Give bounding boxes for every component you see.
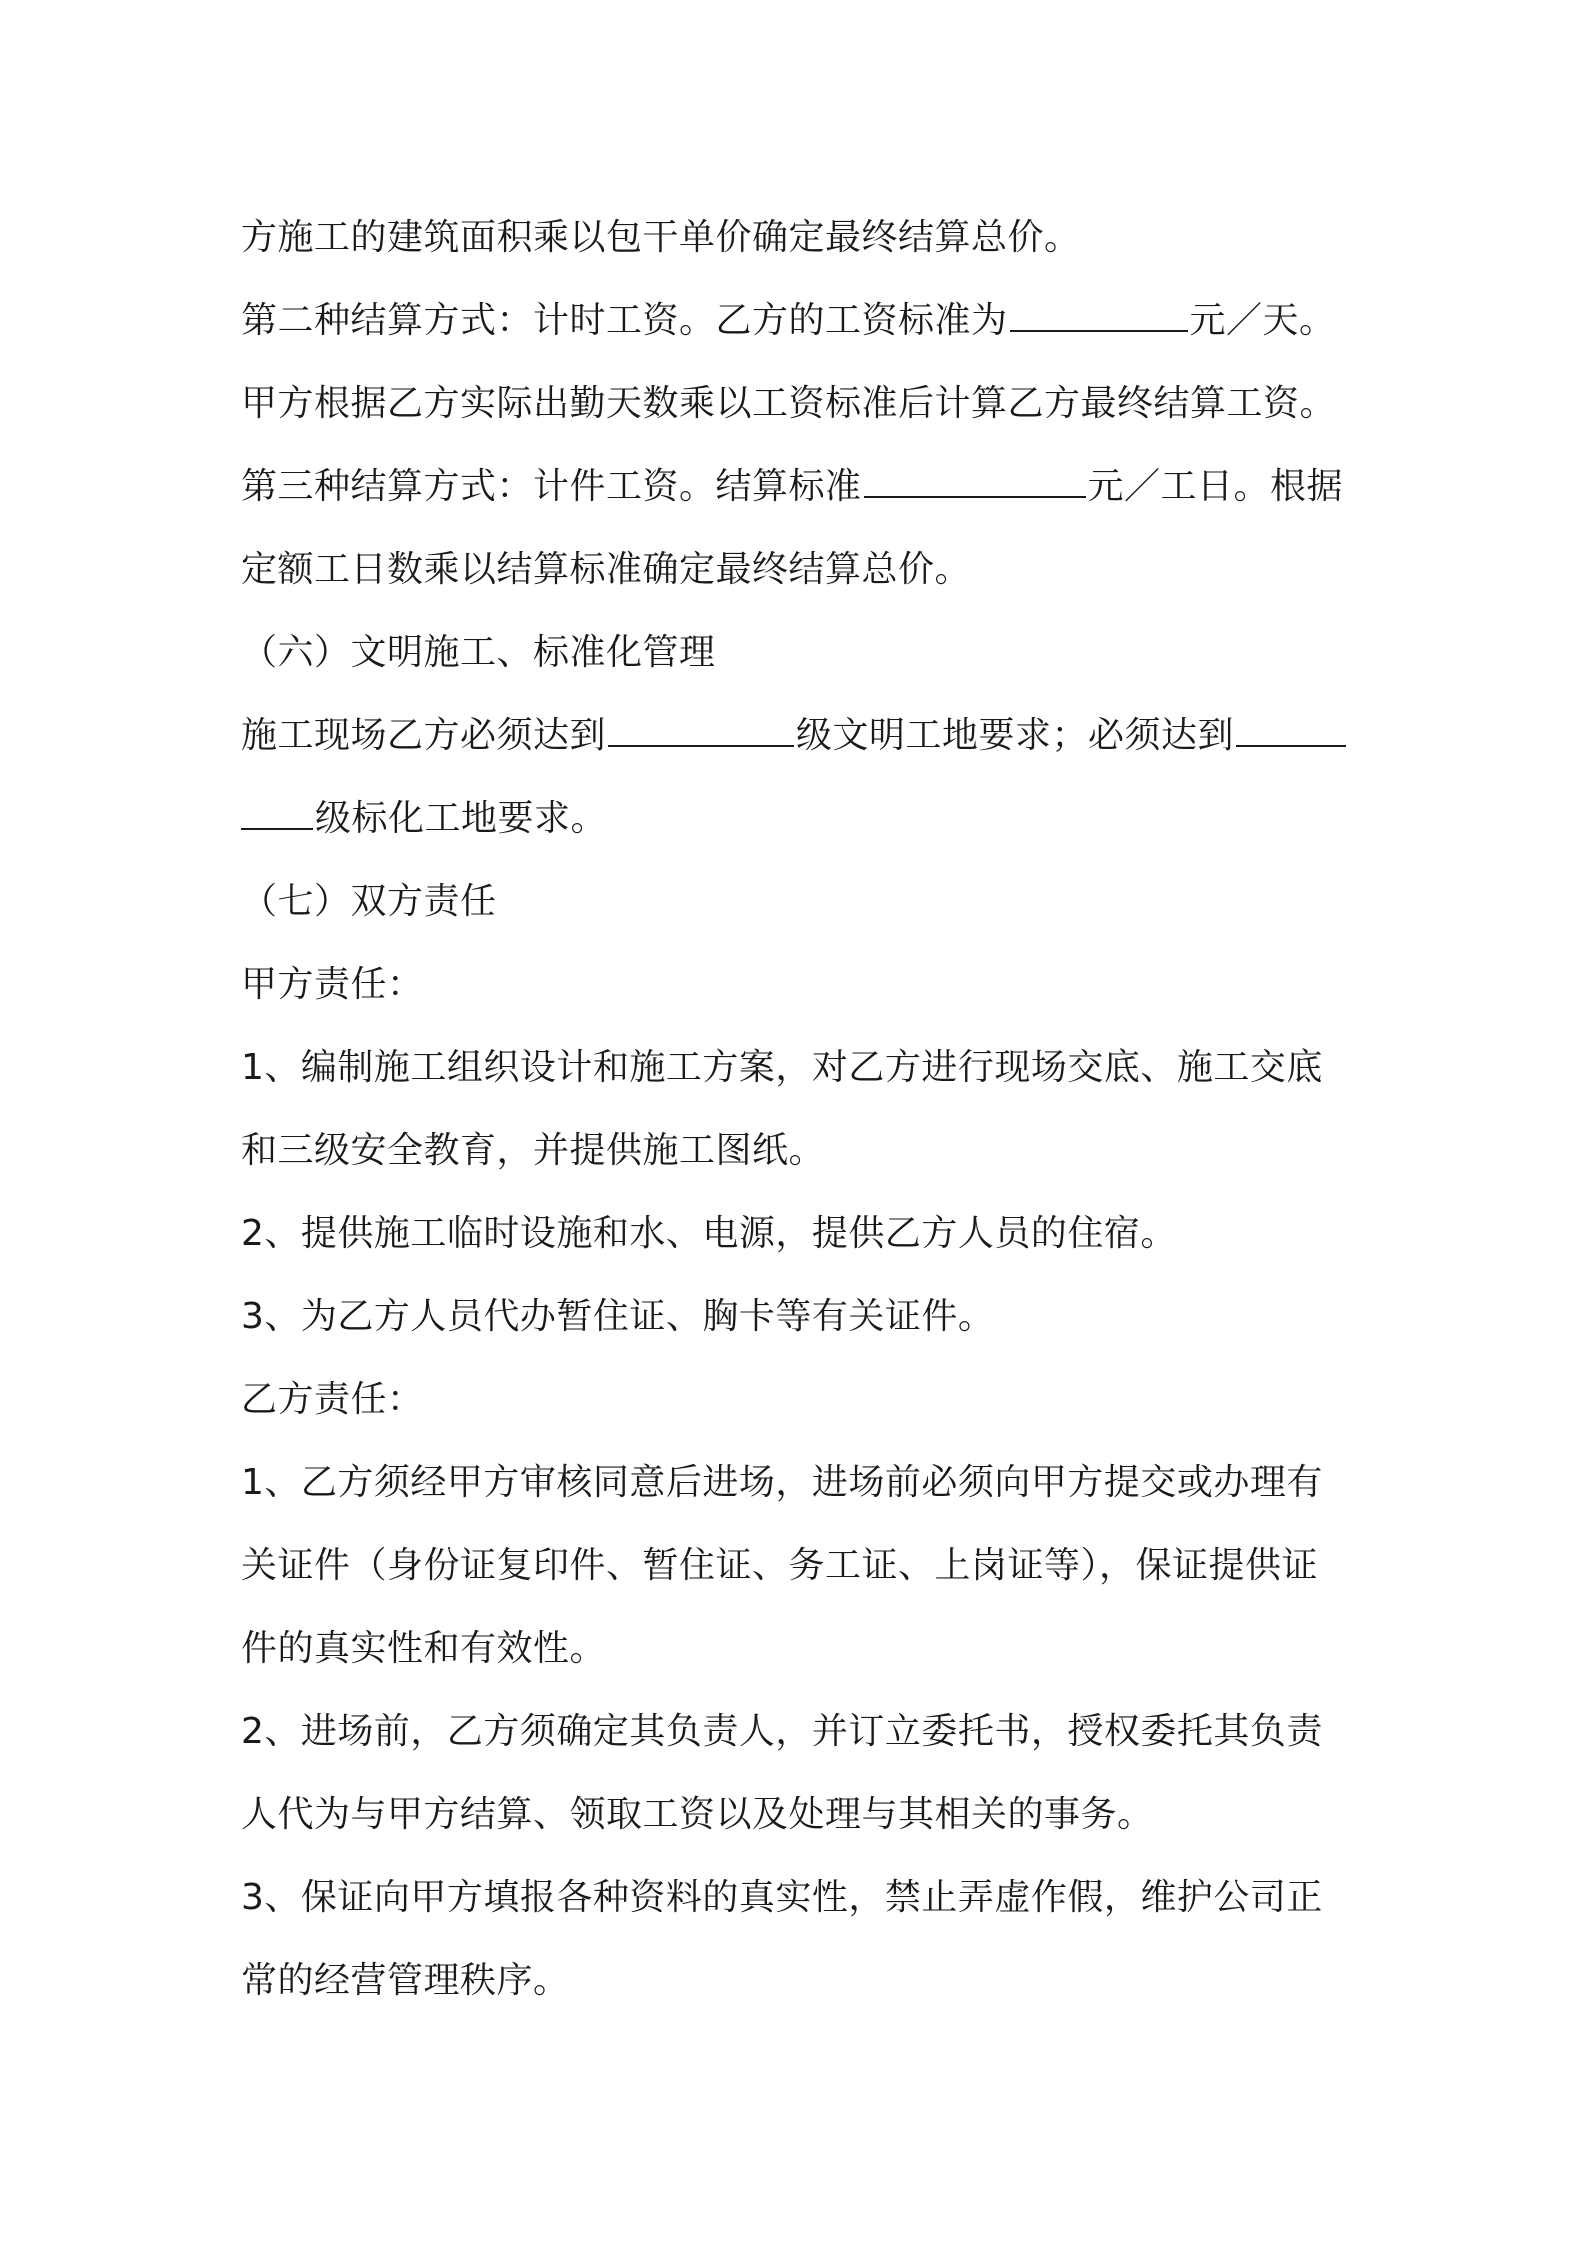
line-text: 第二种结算方式：计时工资。乙方的工资标准为 bbox=[241, 300, 1008, 341]
list-item: 2、提供施工临时设施和水、电源，提供乙方人员的住宿。 bbox=[241, 1213, 1177, 1254]
paragraph-line bbox=[241, 694, 1361, 777]
list-item: 3、保证向甲方填报各种资料的真实性，禁止弄虚作假，维护公司正 bbox=[241, 1877, 1323, 1918]
list-item-continuation: 人代为与甲方结算、领取工资以及处理与其相关的事务。 bbox=[241, 1794, 1154, 1835]
section-heading: （六）文明施工、标准化管理 bbox=[241, 632, 716, 673]
subheading: 乙方责任： bbox=[241, 1379, 424, 1420]
line-text: 施工现场乙方必须达到 bbox=[241, 715, 607, 756]
list-item: 2、进场前，乙方须确定其负责人，并订立委托书，授权委托其负责 bbox=[241, 1711, 1323, 1752]
paragraph-line bbox=[241, 777, 1361, 860]
paragraph-line: 方施工的建筑面积乘以包干单价确定最终结算总价。 bbox=[241, 217, 1081, 258]
paragraph-line bbox=[241, 445, 1361, 528]
fill-in-blank[interactable] bbox=[1236, 711, 1346, 747]
list-item: 3、为乙方人员代办暂住证、胸卡等有关证件。 bbox=[241, 1296, 995, 1337]
list-item: 1、乙方须经甲方审核同意后进场，进场前必须向甲方提交或办理有 bbox=[241, 1462, 1323, 1503]
subheading: 甲方责任： bbox=[241, 964, 424, 1005]
line-text: 级标化工地要求。 bbox=[315, 798, 608, 839]
document-body bbox=[241, 196, 1361, 2022]
paragraph-line bbox=[241, 279, 1361, 362]
section-heading: （七）双方责任 bbox=[241, 881, 497, 922]
line-text: 元／工日。根据 bbox=[1087, 466, 1344, 507]
list-item-continuation: 件的真实性和有效性。 bbox=[241, 1628, 607, 1669]
fill-in-blank[interactable] bbox=[608, 711, 794, 747]
fill-in-blank[interactable] bbox=[241, 794, 313, 830]
list-item-continuation: 常的经营管理秩序。 bbox=[241, 1960, 570, 2001]
paragraph-line: 定额工日数乘以结算标准确定最终结算总价。 bbox=[241, 549, 972, 590]
line-text: 元／天。 bbox=[1189, 300, 1336, 341]
list-item-continuation: 关证件（身份证复印件、暂住证、务工证、上岗证等），保证提供证 bbox=[241, 1545, 1319, 1586]
fill-in-blank[interactable] bbox=[1010, 296, 1188, 332]
list-item: 1、编制施工组织设计和施工方案，对乙方进行现场交底、施工交底 bbox=[241, 1047, 1323, 1088]
line-text: 第三种结算方式：计件工资。结算标准 bbox=[241, 466, 862, 507]
line-text: 级文明工地要求；必须达到 bbox=[796, 715, 1235, 756]
list-item-continuation: 和三级安全教育，并提供施工图纸。 bbox=[241, 1130, 826, 1171]
fill-in-blank[interactable] bbox=[864, 462, 1086, 498]
paragraph-line: 甲方根据乙方实际出勤天数乘以工资标准后计算乙方最终结算工资。 bbox=[241, 383, 1337, 424]
